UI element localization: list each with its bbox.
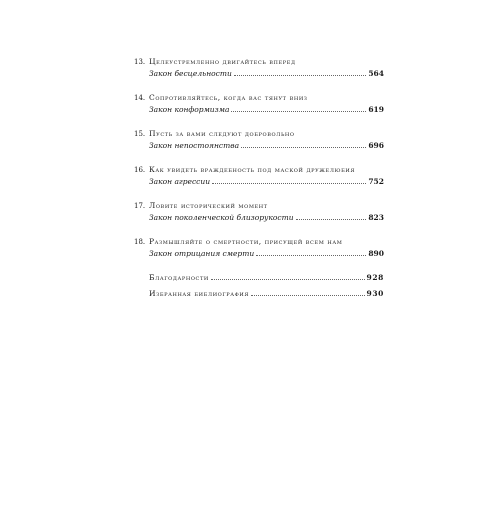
law-title: Закон отрицания смерти — [149, 249, 255, 258]
page-number: 930 — [366, 289, 384, 298]
chapter-number: 18. — [134, 238, 146, 246]
leader-dots — [296, 219, 367, 220]
law-line — [149, 68, 384, 80]
page-number: 890 — [368, 249, 384, 258]
law-line — [149, 212, 384, 224]
law-title: Закон бесцельности — [149, 69, 232, 78]
chapter-title: Как увидеть враждебность под маской дружелюбия — [149, 165, 355, 174]
chapter-title: Пусть за вами следуют добровольно — [149, 129, 295, 138]
chapter-title: Ловите исторический момент — [149, 201, 268, 210]
extra-title: Избранная библиография — [149, 289, 249, 298]
law-title: Закон конформизма — [149, 105, 230, 114]
chapter-heading — [134, 128, 384, 140]
chapter-number: 17. — [134, 202, 146, 210]
extra-title: Благодарности — [149, 273, 209, 282]
leader-dots — [241, 147, 366, 148]
law-line — [149, 176, 384, 188]
chapter-title: Целеустремленно двигайтесь вперед — [149, 57, 296, 66]
toc-chapter-16[interactable] — [134, 164, 384, 188]
toc-acknowledgements[interactable] — [149, 272, 384, 283]
law-line — [149, 140, 384, 152]
chapter-heading — [134, 92, 384, 104]
toc-bibliography[interactable] — [149, 288, 384, 299]
law-line — [149, 104, 384, 116]
law-title: Закон агрессии — [149, 177, 211, 186]
table-of-contents — [134, 56, 384, 304]
leader-dots — [212, 183, 366, 184]
chapter-number: 13. — [134, 58, 146, 66]
chapter-heading — [134, 164, 384, 176]
leader-dots — [256, 255, 366, 256]
law-line — [149, 248, 384, 260]
chapter-number: 16. — [134, 166, 146, 174]
law-title: Закон поколенческой близорукости — [149, 213, 294, 222]
chapter-heading — [134, 56, 384, 68]
toc-chapter-18[interactable] — [134, 236, 384, 260]
chapter-number: 15. — [134, 130, 146, 138]
toc-chapter-14[interactable] — [134, 92, 384, 116]
toc-chapter-15[interactable] — [134, 128, 384, 152]
chapter-title: Размышляйте о смертности, присущей всем нам — [149, 237, 343, 246]
chapter-heading — [134, 236, 384, 248]
chapter-number: 14. — [134, 94, 146, 102]
page-number: 619 — [368, 105, 384, 114]
chapter-title: Сопротивляйтесь, когда вас тянут вниз — [149, 93, 308, 102]
leader-dots — [211, 279, 365, 280]
toc-extras — [134, 272, 384, 299]
toc-chapter-17[interactable] — [134, 200, 384, 224]
page-number: 696 — [368, 141, 384, 150]
page-number: 928 — [366, 273, 384, 282]
leader-dots — [251, 295, 365, 296]
law-title: Закон непостоянства — [149, 141, 240, 150]
page-number: 752 — [368, 177, 384, 186]
toc-chapter-13[interactable] — [134, 56, 384, 80]
chapter-heading — [134, 200, 384, 212]
leader-dots — [234, 75, 367, 76]
page-number: 564 — [368, 69, 384, 78]
leader-dots — [231, 111, 366, 112]
page-number: 823 — [368, 213, 384, 222]
